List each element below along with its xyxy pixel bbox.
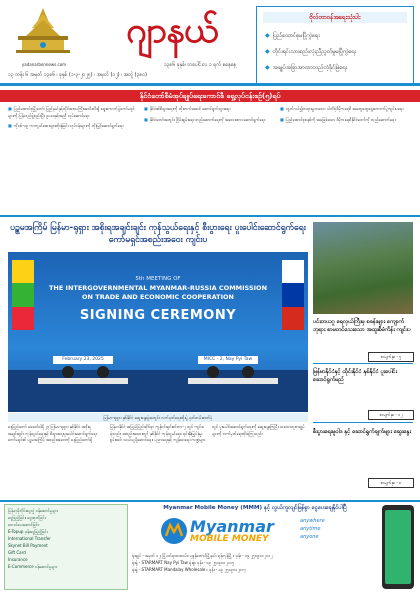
ad-contact-lines (132, 552, 372, 573)
ad-tag-3: anyone (300, 534, 319, 540)
bullet-icon: ■ (280, 106, 284, 111)
col3-text-1: လွတ်လပ်၍တရားမျှတသော ပါတီစုံဒီမိုကရေစီ အထွေထွေရွေးကောက်ပွဲကျင်းပရေး (285, 106, 404, 111)
ad-service-2: ဘေလ်ပေးဆောင်ခြင်း (8, 522, 39, 527)
bullet-icon: ■ (8, 106, 12, 111)
divider (0, 215, 420, 217)
phone-screen (385, 510, 411, 584)
photo-location: MICC - 2, Nay Pyi Taw (198, 356, 258, 364)
page-ref-1[interactable]: စာမျက်နှာ - ၅ (368, 352, 414, 362)
diamond-bullet-icon: ◆ (265, 32, 270, 39)
bullet-icon: ■ (280, 116, 284, 122)
photo-line-1: 5th MEETING OF (135, 276, 181, 282)
masthead-dateline: ၁၃၈၆ ခုနှစ်၊ တပေါင်းလ ၁ ရက် စနေနေ့ (163, 62, 237, 68)
ad-service-1: ငွေဖြည့်ခြင်း၊ ငွေထုတ်ခြင်း (8, 515, 46, 520)
ad-tag-1: anywhere (300, 518, 325, 524)
objectives-column-1 (8, 106, 138, 214)
page-ref-2[interactable]: စာမျက်နှာ - ၁၂ (368, 410, 414, 420)
ad-brand-2: MOBILE MONEY (190, 534, 269, 544)
ad-brand-1: Myanmar (190, 517, 274, 536)
col3-para-1 (280, 106, 412, 113)
sidebar-divider (313, 422, 413, 423)
mobile-money-logo-icon (160, 516, 188, 546)
sidebar-divider (313, 363, 413, 364)
ad-topline: Myanmar Mobile Money (MMM) နှင့် လွယ်ကူလျင်မြန်စွာ ငွေပေးချေနိုင်ပါပြီ (163, 505, 347, 511)
diamond-bullet-icon: ◆ (265, 48, 270, 55)
main-photo (8, 252, 308, 412)
objectives-heading: ဗိုလ်တာဝန်အရေးသုံးပါး (263, 12, 407, 23)
ad-line-1: ရုံးခွဲ - STARMART Nay Pyi Taw ရုံးခွဲ။ ဖုန်း - ၀၉ ၂၅၀၉၁၀၂၁၁၅ (132, 560, 235, 565)
main-headline[interactable]: ပဉ္စမအကြိမ် မြန်မာ-ရုရှား အစိုးရအချင်းချင်း ကုန်သွယ်ရေးနှင့် စီးပွားရေး ပူးပေါင်းဆောင်ရွက်ရေးကော်မရှင်အစည်းအဝေး ကျင်းပ (10, 223, 306, 245)
col2-para-2 (144, 117, 274, 124)
col2-text-2: နိုင်ငံတော်အတွင်း ငြိမ်းချမ်းရေး တည်ဆောက်ရေးကို အလေးထား ဆောင်ရွက်ရေး (149, 116, 265, 122)
sidebar-story-3[interactable]: စီးပွားရေးမူဝါဒ နှင့် ဆောင်ရွက်ချက်များ ဆွေးနွေး (313, 429, 411, 435)
objective-item-3 (265, 63, 347, 72)
photo-line-2: THE INTERGOVERNMENTAL MYANMAR-RUSSIA COMMISSION (48, 284, 268, 292)
ad-line-0: ရုံးချုပ် - အမှတ် ၁၂၊ မြို့ပတ်ရထားလမ်း၊ ပုဇွန်တောင်မြို့နယ်၊ ရန်ကုန်မြို့ ။ ဖုန်း - ၀၉ ၂၅၀၉၁၀၂၁၁၂ (132, 553, 273, 558)
col1-text-1: ပြည်ထောင်စုမြို့တော်၊ ပြည်နယ်နှင့်တိုင်းဒေသကြီးအသီးသီးရှိ ရွေးကောက်ပွဲကော်မရှင်များကို ပြန်လည်ဖွဲ့စည်းပြီး ဥပဒေနှင့်အညီ လုပ်ဆောင်ရေး (8, 106, 135, 118)
objective-text-1: ပြည်ထောင်စုမပြိုကွဲရေး (272, 33, 320, 39)
ad-service-8: E-Commerce ဝန်ဆောင်မှုများ (8, 564, 57, 569)
objective-item-1 (265, 31, 320, 40)
divider (0, 83, 420, 86)
sidebar-story-2[interactable]: မြန်မာနိုင်ငံနှင့် ထိုင်းနိုင်ငံ နှစ်နိုင်ငံ ပူးပေါင်း ဆောင်ရွက်မည် (313, 369, 397, 383)
col1-para-1 (8, 106, 138, 119)
ad-tag-2: anytime (300, 526, 321, 532)
objectives-column-3 (280, 106, 412, 214)
sidebar-photo (313, 222, 413, 314)
photo-signing-ceremony: SIGNING CEREMONY (79, 308, 237, 323)
ad-service-4: International Transfer (8, 536, 51, 541)
page-ref-3[interactable]: စာမျက်နှာ - ၈ (368, 478, 414, 488)
article-body: နေပြည်တော် ဖေဖော်ဝါရီ ၂၃ မြန်မာ-ရုရှား နှစ်နိုင်ငံ အစိုးရအချင်းချင်း ကုန်သွယ်ရေးနှင့် စီးပွားရေးပူးပေါင်းဆောင်ရွက်ရေး ကော်မရှင်၏ ပဉ္စမအကြိမ် အစည်းအဝေးကို နေပြည်တော်ရှိ မြန်မာနိုင်ငံ အပြည်ပြည်ဆိုင်ရာ ကွန်ဗင်းရှင်းစင်တာ-၂ တွင် ကျင်းပခဲ့သည်။ အစည်းအဝေးတွင် နှစ်နိုင်ငံ ကုန်သွယ်ရေး၊ ရင်းနှီးမြှုပ်နှံမှု၊ စွမ်းအင်၊ သယ်ယူပို့ဆောင်ရေး၊ ပညာရေးနှင့် ကျန်းမာရေး ကဏ္ဍများတွင် ပူးပေါင်းဆောင်ရွက်ရေးကို ဆွေးနွေးကြပြီး သဘောတူစာချုပ်များကို လက်မှတ်ရေးထိုးခဲ့ကြသည်။ (8, 424, 305, 442)
col2-text-1: နိုင်ငံ၏စီးပွားရေးကို တိုးတက်အောင် ဆောင်ရွက်သွားရေး (149, 106, 231, 111)
ad-service-5: Skynet Bill Payment (8, 543, 48, 548)
diamond-bullet-icon: ◆ (265, 64, 270, 71)
objective-text-2: တိုင်းရင်းသားစည်းလုံးညီညွတ်မှုမပြိုကွဲရေး (272, 49, 357, 55)
ad-line-2: ရုံးခွဲ - STARMART Mandalay Wholesale ။ ဖုန်း - ၀၉ ၂၅၀၉၁၀၂၁၁၇ (132, 567, 247, 572)
col3-para-2 (280, 117, 412, 124)
bullet-icon: ■ (144, 106, 148, 111)
issue-info: ၁၃ တန်း ၆ အမှတ် ၁၃၈၆ ၊ ခုနှစ် (၁-၃-၂၀၂၅) ၊ အမှတ် (၁၂) ၊ အတွဲ (၃၈၀) (8, 72, 148, 78)
ad-tagline (300, 517, 340, 541)
bullet-icon: ■ (144, 116, 148, 122)
sidebar-story-1[interactable]: ပင်းတယဂူ ရေလှယ်ကြီးမှ စခန်းများ ကျောက်ဘုရား စာမတင်သေးသော အထူးစီမံကိန်း ကျင်းပ (313, 319, 411, 333)
masthead-emblem-icon (8, 6, 78, 60)
masthead-website: yadanarbonnews.com (21, 62, 67, 67)
ad-service-7: Insurance (8, 557, 28, 562)
ad-services-list (4, 504, 128, 590)
photo-date: February 23, 2025 (53, 356, 113, 364)
col1-text-2: ကိုဗစ်-၁၉ ကာကွယ်ဆေးများထိုးနှံခြင်း လုပ်ငန်းများကို တိုးမြှင့်ဆောင်ရွက်ရေး (13, 123, 124, 128)
objective-text-3: အချုပ်အခြာအာဏာတည်တံ့ခိုင်မြဲရေး (272, 65, 348, 71)
objective-item-2 (265, 47, 356, 56)
col1-para-2 (8, 123, 138, 130)
ad-service-0: မြန်မာ့မိုဘိုင်းငွေလွှဲ ဝန်ဆောင်မှုများ (8, 508, 58, 513)
col3-text-2: ပြည်ထောင်စုစနစ်ကို အခြေခံသော ဒီမိုကရေစီနိုင်ငံတော်ကို တည်ဆောက်ရေး (285, 116, 396, 122)
red-banner: နိုင်ငံတော်စီမံအုပ်ချုပ်ရေးကောင်စီ ရှေ့လုပ်ငန်းစဉ်(၅)ရပ် (0, 90, 420, 102)
objectives-column-2 (144, 106, 274, 214)
bullet-icon: ■ (8, 123, 12, 128)
ad-service-3: E-Topup ဖုန်းငွေဖြည့်ခြင်း (8, 529, 48, 534)
photo-line-3: ON TRADE AND ECONOMIC COOPERATION (82, 293, 234, 301)
masthead-title: ဂျာနယ် (126, 10, 218, 51)
photo-caption: မြန်မာ-ရုရှား နှစ်နိုင်ငံ ဆွေးနွေးပွဲအတွင်း လက်မှတ်ရေးထိုးပွဲ မှတ်တမ်းဓာတ်ပုံ (8, 413, 308, 422)
col2-para-1 (144, 106, 274, 113)
objectives-box (256, 6, 414, 84)
ad-service-6: Gift Card (8, 550, 26, 555)
